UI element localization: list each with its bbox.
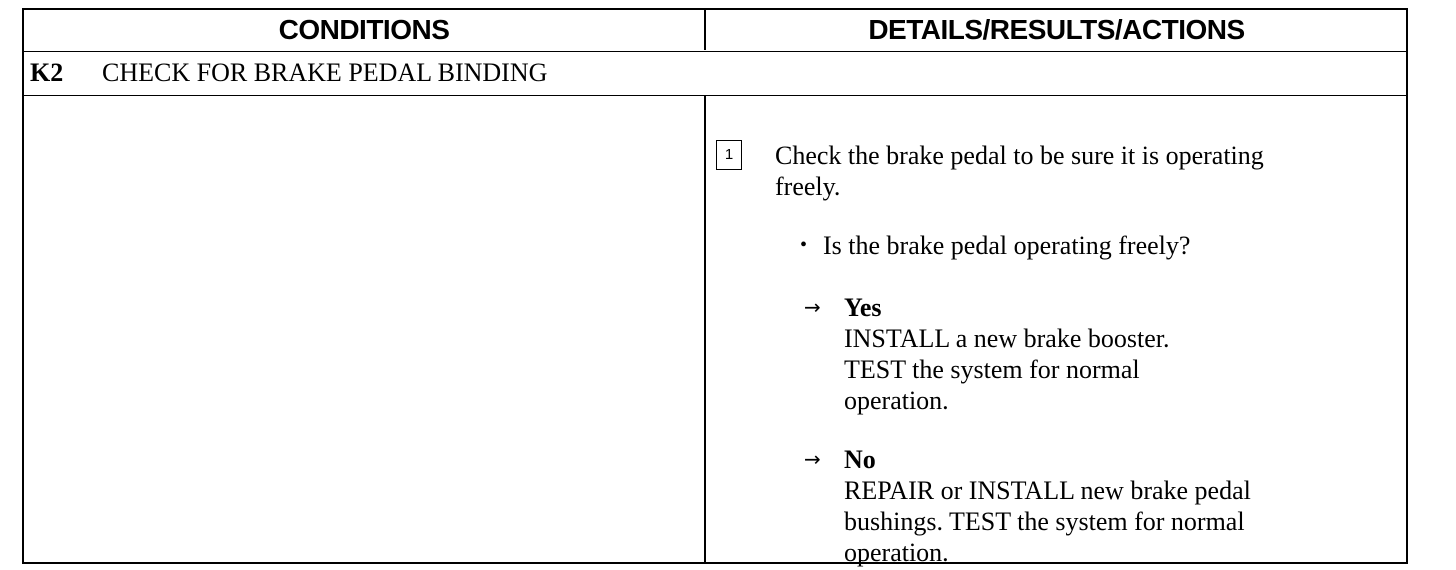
answer-yes bbox=[844, 292, 1384, 416]
answer-no-line2: bushings. TEST the system for normal bbox=[844, 507, 1245, 536]
conditions-header: CONDITIONS bbox=[278, 14, 450, 45]
step-question: Is the brake pedal operating freely? bbox=[823, 231, 1191, 260]
answer-no-label: No bbox=[844, 445, 876, 474]
answer-yes-line1: INSTALL a new brake booster. bbox=[844, 324, 1170, 353]
section-title: CHECK FOR BRAKE PEDAL BINDING bbox=[102, 58, 548, 87]
arrow-right-icon: → bbox=[804, 295, 821, 319]
answer-yes-label: Yes bbox=[844, 293, 882, 322]
section-row bbox=[24, 52, 1406, 96]
section-id: K2 bbox=[30, 58, 64, 87]
step-instruction bbox=[775, 140, 1375, 202]
answer-yes-line2: TEST the system for normal bbox=[844, 355, 1140, 384]
step-number-box: 1 bbox=[716, 140, 742, 170]
arrow-right-icon: → bbox=[804, 447, 821, 471]
answer-no-line3: operation. bbox=[844, 538, 949, 567]
conditions-cell bbox=[24, 96, 704, 564]
diagnostic-table bbox=[22, 8, 1408, 567]
step-instruction-line1: Check the brake pedal to be sure it is operating bbox=[775, 141, 1264, 170]
details-cell bbox=[706, 96, 1406, 567]
answer-no bbox=[844, 444, 1384, 568]
details-header: DETAILS/RESULTS/ACTIONS bbox=[868, 14, 1245, 45]
header-row bbox=[24, 10, 1406, 52]
answer-no-line1: REPAIR or INSTALL new brake pedal bbox=[844, 476, 1251, 505]
bullet-icon: • bbox=[800, 234, 808, 256]
answer-yes-line3: operation. bbox=[844, 386, 949, 415]
step-instruction-line2: freely. bbox=[775, 172, 841, 201]
